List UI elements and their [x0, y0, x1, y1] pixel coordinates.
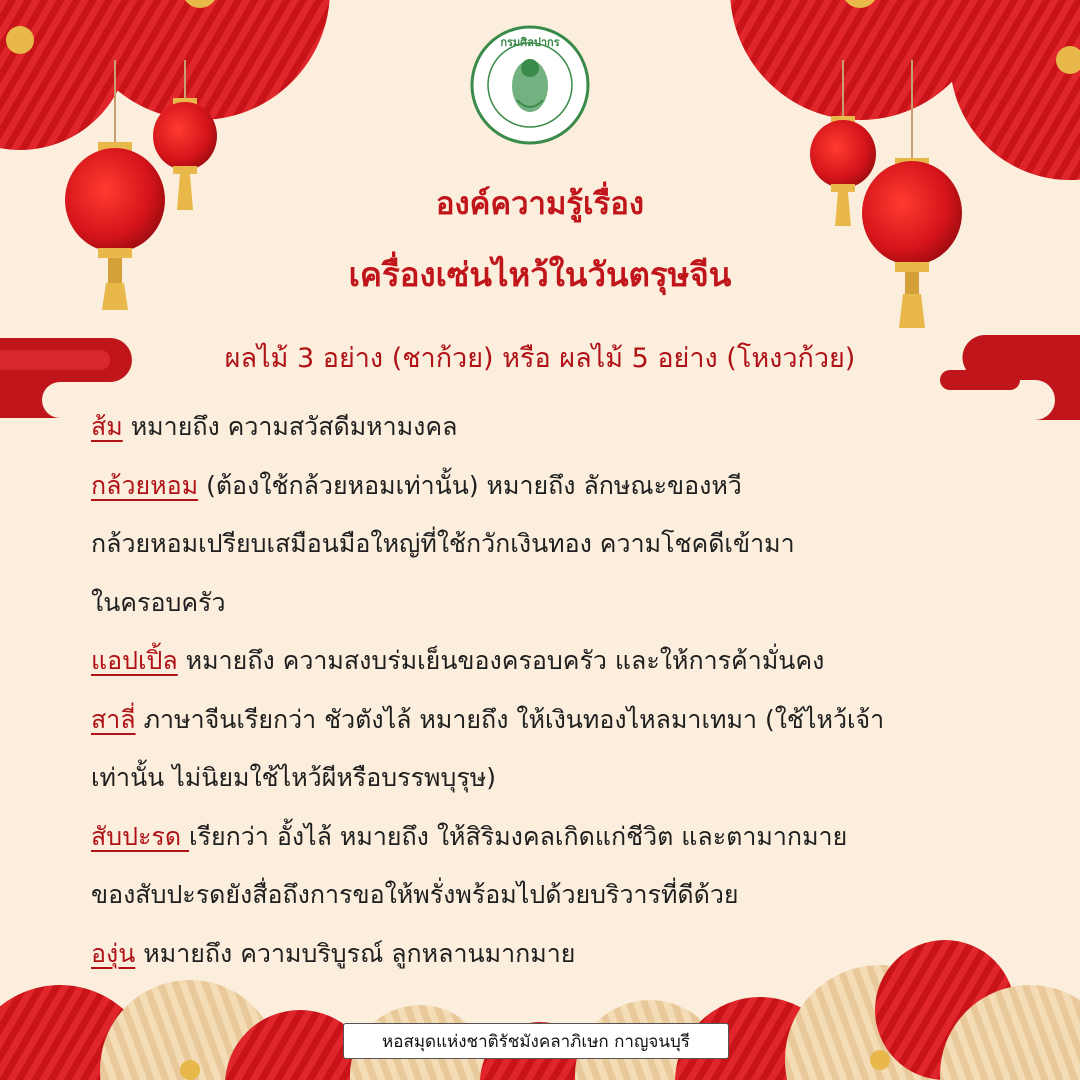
list-item-continuation: ของสับปะรดยังสื่อถึงการขอให้พรั่งพร้อมไปด้วยบริวารที่ดีด้วย: [91, 880, 739, 909]
fruit-name: แอปเปิ้ล: [91, 646, 178, 675]
footer-label: หอสมุดแห่งชาติรัชมังคลาภิเษก กาญจนบุรี: [343, 1023, 729, 1059]
fruit-name: สาลี่: [91, 704, 136, 734]
fruit-name: องุ่น: [91, 938, 136, 968]
fruit-list: [91, 398, 1021, 983]
list-item: [91, 457, 1021, 516]
subtitle: ผลไม้ 3 อย่าง (ชาก้วย) หรือ ผลไม้ 5 อย่าง (โหงวก้วย): [224, 343, 856, 374]
fruit-name: สับปะรด: [91, 821, 190, 851]
list-item-continuation: กล้วยหอมเปรียบเสมือนมือใหญ่ที่ใช้กวักเงินทอง ความโชคดีเข้ามา: [91, 529, 795, 558]
list-item: [91, 925, 1021, 984]
list-item: [91, 398, 1021, 457]
title-line-1: องค์ความรู้เรื่อง: [435, 186, 645, 222]
fruit-meaning: (ต้องใช้กล้วยหอมเท่านั้น) หมายถึง ลักษณะของหวี: [198, 470, 742, 500]
fruit-meaning: หมายถึง ความสงบร่มเย็นของครอบครัว และให้การค้ามั่นคง: [177, 646, 825, 675]
logo-top-text: กรมศิลปากร: [500, 36, 560, 49]
list-item-continuation: เท่านั้น ไม่นิยมใช้ไหว้ผีหรือบรรพบุรุษ): [91, 763, 497, 792]
list-item-continuation: ในครอบครัว: [91, 587, 226, 617]
fruit-meaning: หมายถึง ความบริบูรณ์ ลูกหลานมากมาย: [135, 938, 576, 968]
fan-top-right: [730, 0, 1080, 180]
list-item: [91, 632, 1021, 691]
fine-arts-department-logo: [469, 24, 591, 146]
list-item: [91, 691, 1021, 750]
fruit-meaning: หมายถึง ความสวัสดีมหามงคล: [122, 412, 458, 441]
fruit-meaning: เรียกว่า อั้งไล้ หมายถึง ให้สิริมงคลเกิดแก่ชีวิต และตามากมาย: [189, 821, 848, 851]
fruit-meaning: ภาษาจีนเรียกว่า ชัวตังไล้ หมายถึง ให้เงินทองไหลมาเทมา (ใช้ไหว้เจ้า: [135, 704, 885, 734]
fruit-name: กล้วยหอม: [91, 470, 199, 500]
fruit-name: ส้ม: [91, 412, 123, 441]
list-item: [91, 808, 1021, 867]
title-line-2: เครื่องเซ่นไหว้ในวันตรุษจีน: [348, 255, 732, 294]
